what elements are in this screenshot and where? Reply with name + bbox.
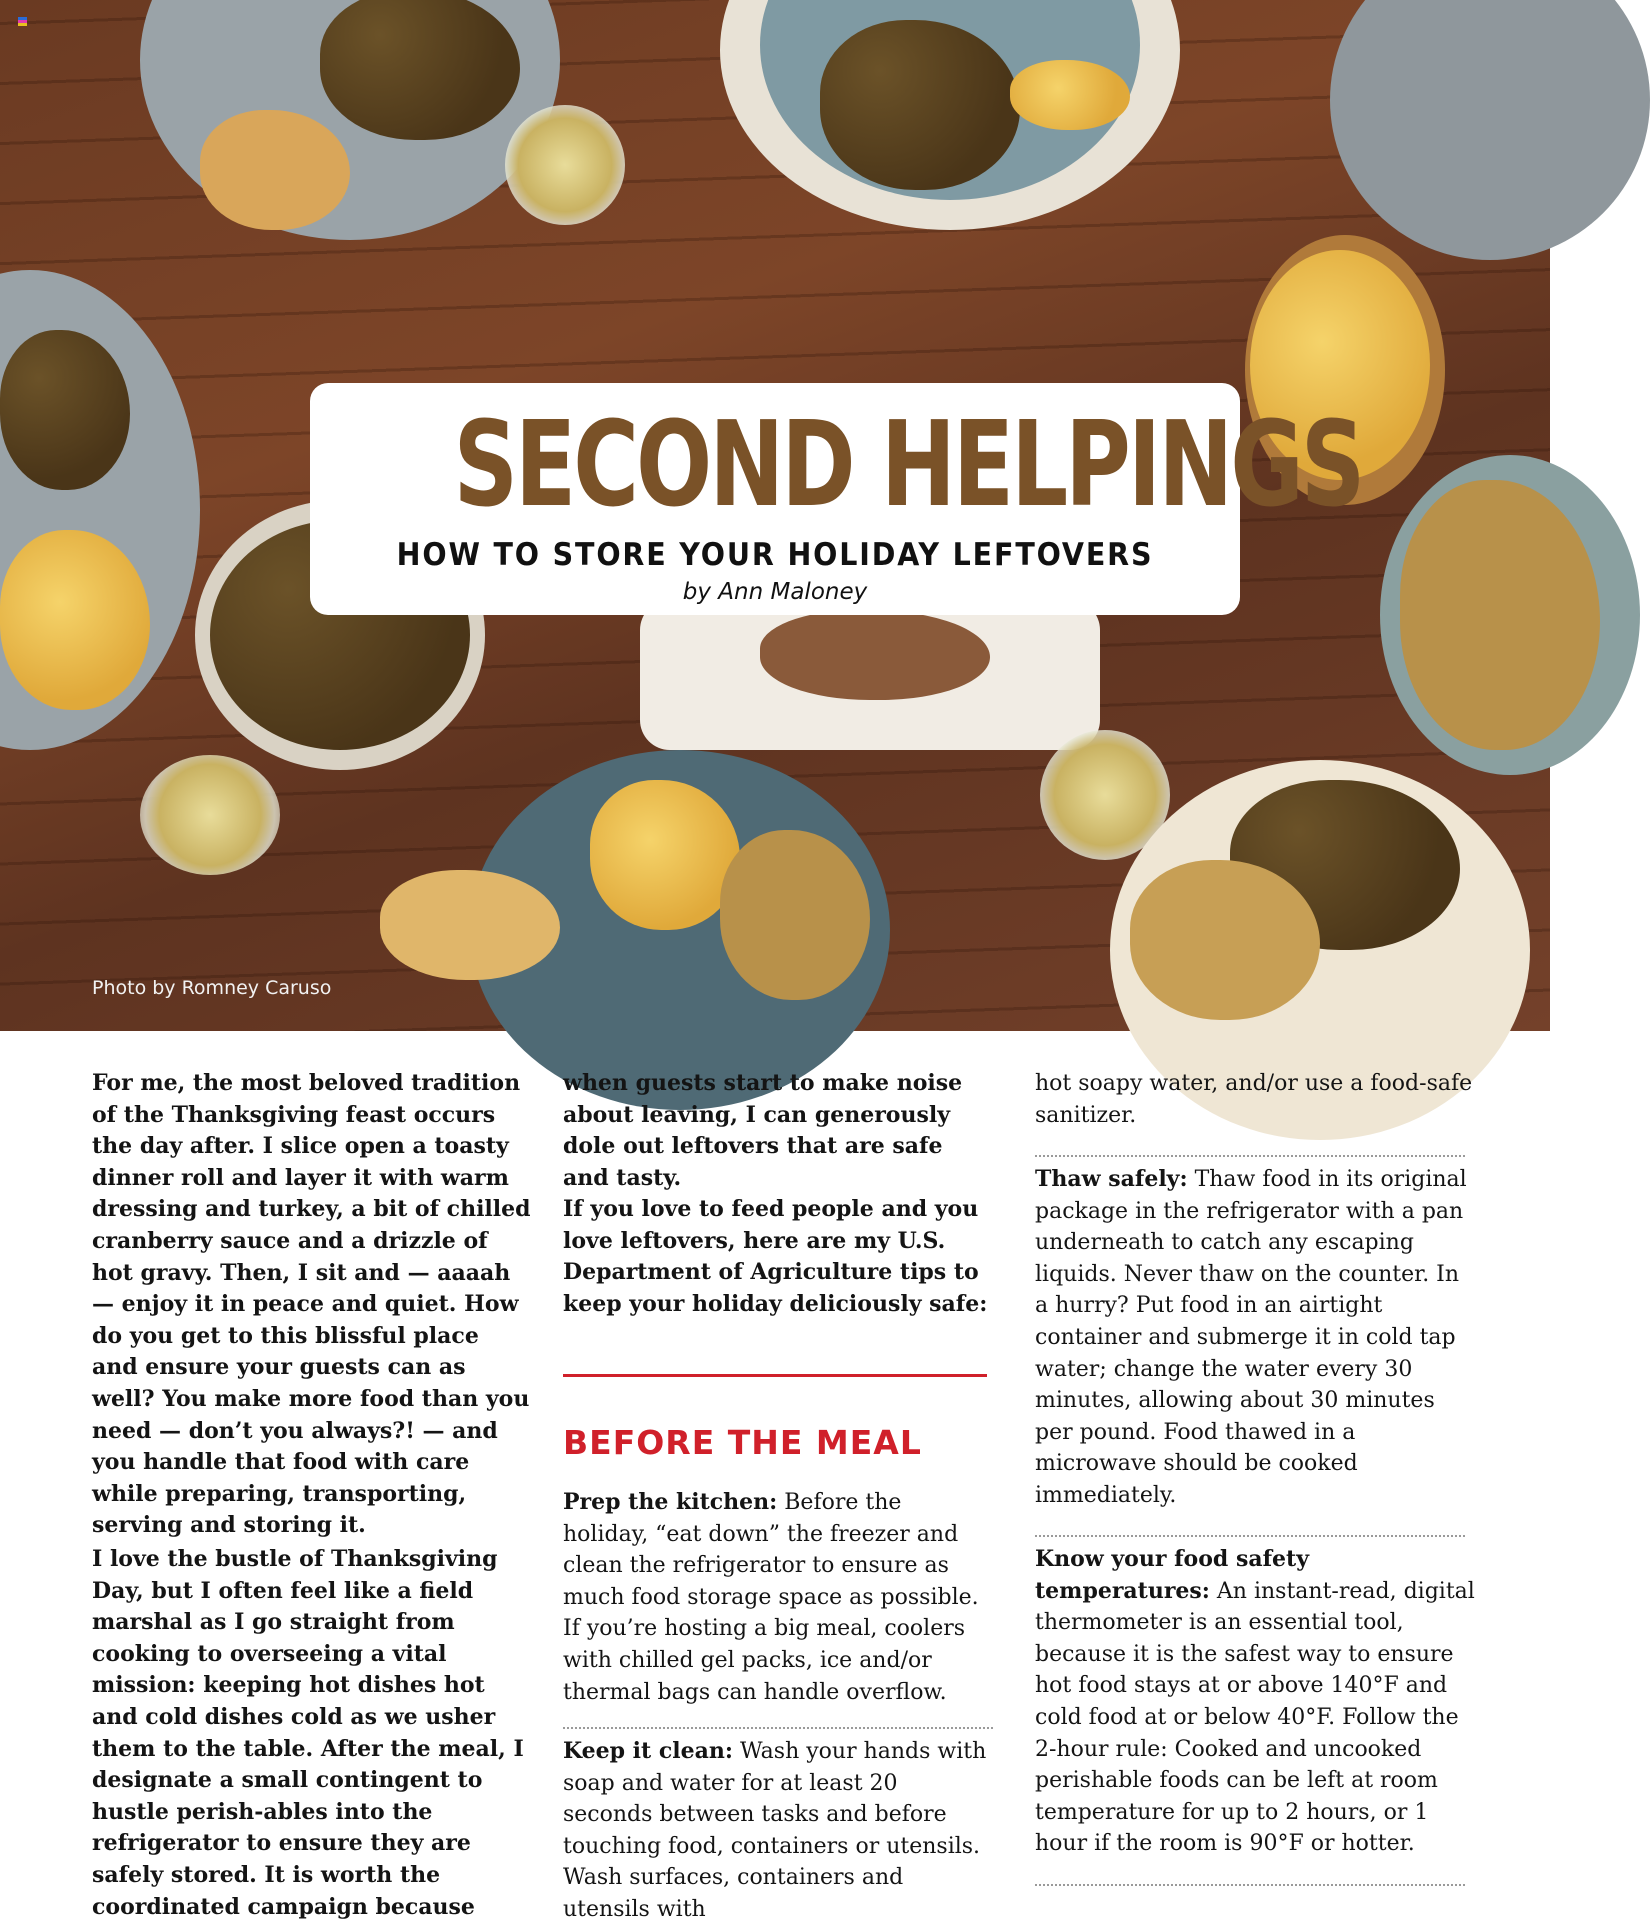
intro-paragraph: For me, the most beloved tradition of the Thanksgiving feast occurs the day after. I slice open a toasty dinner roll and layer it with warm dressing and turkey, a bit of chilled cranberry sauce and a drizzle of hot gravy. Then, I sit and — aaaah — enjoy it in peace and quiet. How do you get to this blissful place and ensure your guests can as well? You make more food than you need — don’t you always?! — and you handle that food with care while preparing, transporting, serving and storing it. <box>92 1070 531 1539</box>
section-divider <box>563 1374 987 1377</box>
article-title: SECOND HELPINGS <box>453 395 1363 533</box>
turkey-slices <box>760 610 990 700</box>
wine-glass <box>505 105 625 225</box>
dotted-divider <box>563 1727 993 1729</box>
tip-label: Know your food safety temperatures: <box>1035 1546 1309 1604</box>
photo-credit: Photo by Romney Caruso <box>92 977 332 999</box>
tip-prep-kitchen <box>563 1487 993 1708</box>
color-marker-icon <box>18 17 27 26</box>
byline: by Ann Maloney <box>682 579 868 605</box>
title-row <box>310 395 1363 533</box>
tip-text: Before the holiday, “eat down” the freezer and clean the refrigerator to ensure as much food storage space as possible. If you’re hosting a big meal, coolers with chilled gel packs, ice and/or thermal bags can handle overflow. <box>563 1490 979 1705</box>
dinner-roll <box>380 870 560 980</box>
dotted-divider <box>1035 1535 1465 1537</box>
tip-text: Wash your hands with soap and water for at least 20 seconds between tasks and before touching food, containers or utensils. Wash surfaces, containers and utensils with <box>563 1739 987 1922</box>
mac-cheese <box>1010 60 1130 130</box>
tip-keep-clean <box>563 1736 993 1926</box>
intro-paragraph: when guests start to make noise about leaving, I can generously dole out leftovers that are safe and tasty. <box>563 1070 963 1191</box>
tip-keep-clean-continued: hot soapy water, and/or use a food-safe sanitizer. <box>1035 1071 1473 1128</box>
article-subtitle: HOW TO STORE YOUR HOLIDAY LEFTOVERS <box>396 537 1154 573</box>
tip-temperatures <box>1035 1544 1475 1860</box>
tip-label: Prep the kitchen: <box>563 1489 778 1515</box>
tip-thaw-safely <box>1035 1164 1475 1512</box>
wine-glass <box>140 755 280 875</box>
dotted-divider <box>1035 1884 1465 1886</box>
section-heading: BEFORE THE MEAL <box>563 1423 922 1462</box>
title-card <box>310 383 1363 615</box>
intro-paragraph: I love the bustle of Thanksgiving Day, but I often feel like a field marshal as I go straight from cooking to overseeing a vital mission: keeping hot dishes hot and cold dishes cold as we usher them to the table. After the meal, I designate a small contingent to hustle perish-ables into the refrigerator to ensure they are safely stored. It is worth the coordinated campaign because <box>92 1546 524 1920</box>
tip-label: Thaw safely: <box>1035 1166 1188 1192</box>
dotted-divider <box>1035 1155 1465 1157</box>
intro-paragraph: If you love to feed people and you love leftovers, here are my U.S. Department of Agriculture tips to keep your holiday deliciously safe: <box>563 1196 988 1317</box>
tip-label: Keep it clean: <box>563 1738 733 1764</box>
wild-rice <box>320 0 520 140</box>
dinner-roll <box>200 110 350 230</box>
tip-text: An instant-read, digital thermometer is an essential tool, because it is the safest way to ensure hot food stays at or above 140°F and cold food at or below 40°F. Follow the 2-hour rule: Cooked and uncooked perishable foods can be left at room temperature for up to 2 hours, or 1 hour if the room is 90°F or hotter. <box>1035 1578 1475 1857</box>
plate <box>1330 0 1650 260</box>
tip-text: Thaw food in its original package in the refrigerator with a pan underneath to catch any escaping liquids. Never thaw on the counter. In a hurry? Put food in an airtight container and submerge it in cold tap water; change the water every 30 minutes, allowing about 30 minutes per pound. Food thawed in a microwave should be cooked immediately. <box>1035 1167 1467 1508</box>
